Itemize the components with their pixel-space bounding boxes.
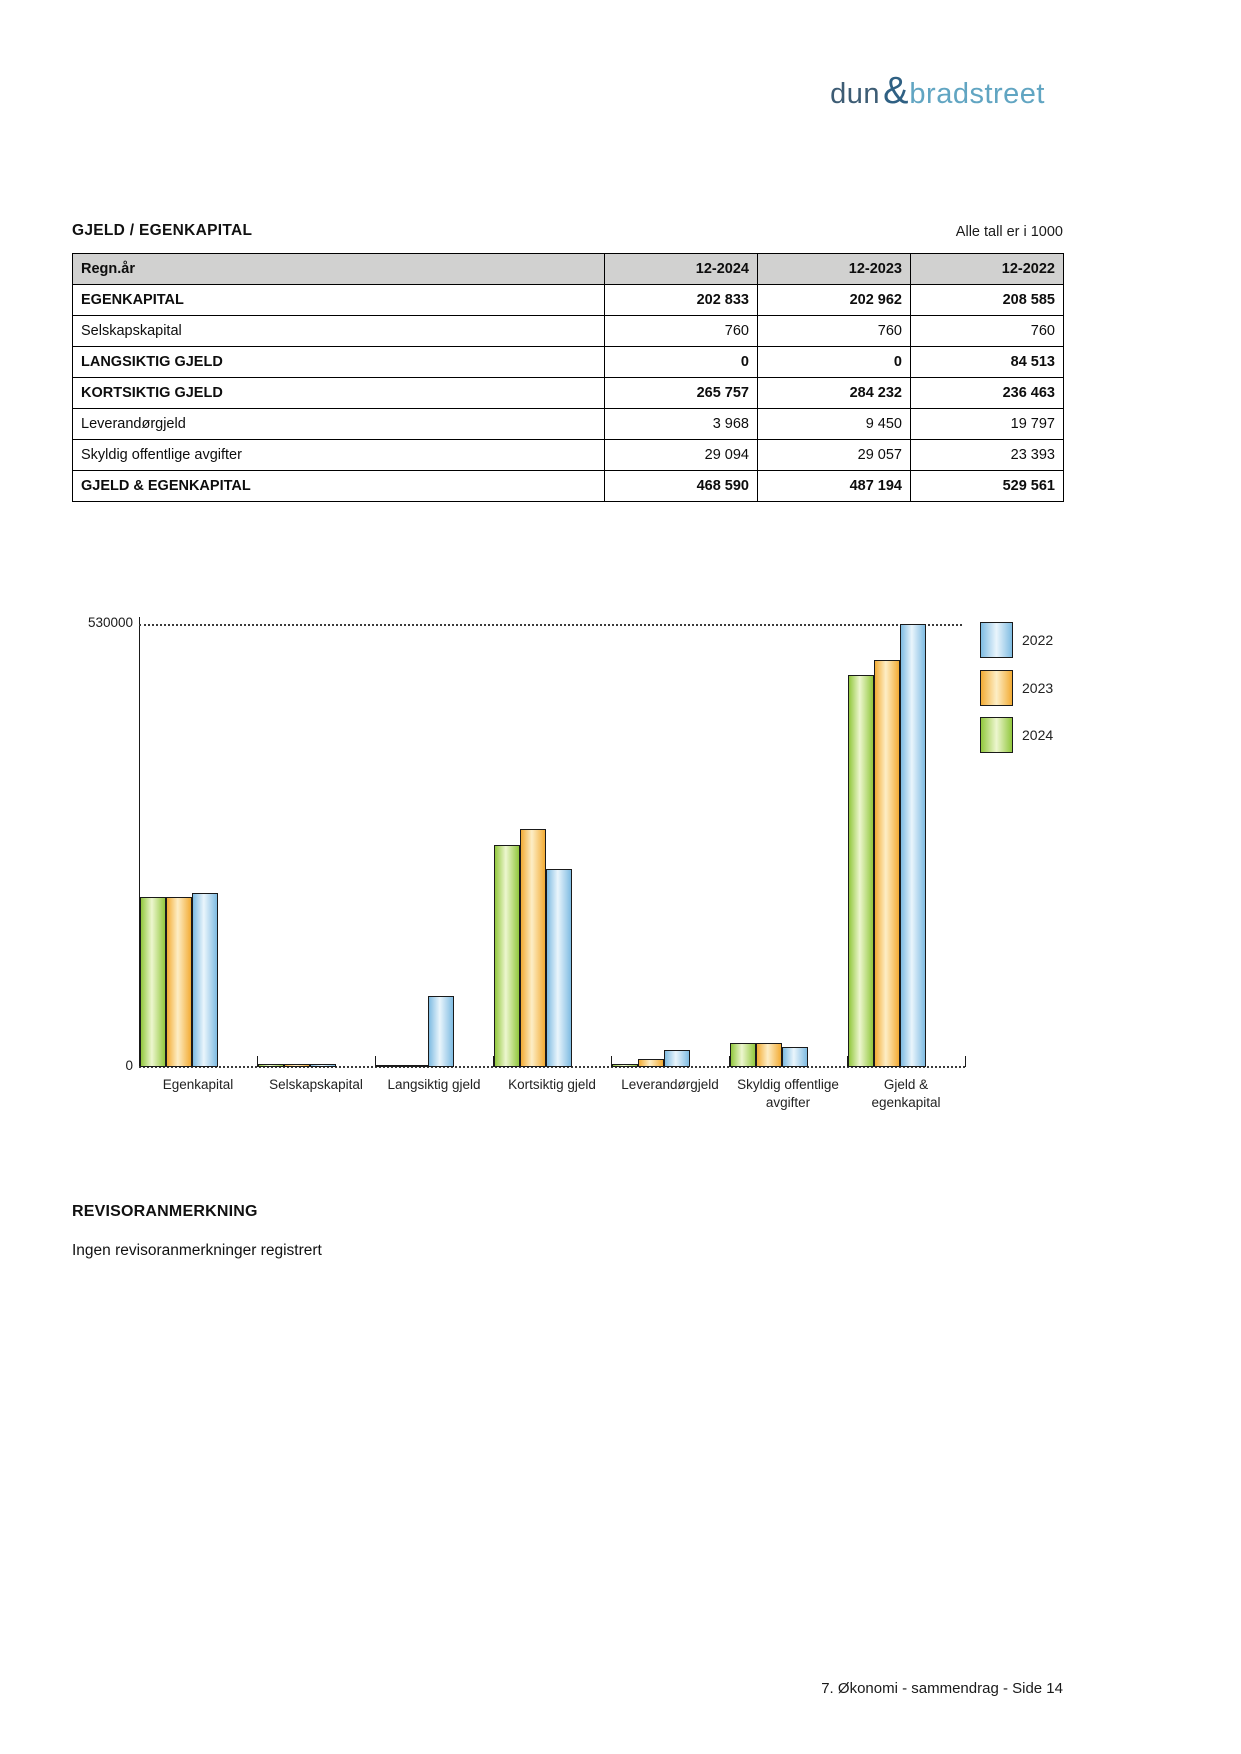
bar-2022	[428, 996, 454, 1067]
table-row	[73, 378, 1064, 409]
bar-2023	[520, 829, 546, 1067]
units-note: Alle tall er i 1000	[955, 224, 1063, 240]
bar-2023	[166, 897, 192, 1067]
category-label-line: avgifter	[765, 1094, 811, 1110]
table-cell-value: 3 968	[605, 409, 758, 440]
table-cell-value: 529 561	[911, 471, 1064, 502]
table-cell-value: 760	[911, 316, 1064, 347]
table-cell-value: 236 463	[911, 378, 1064, 409]
category-label-line: Leverandørgjeld	[621, 1077, 719, 1092]
y-axis-label: 0	[125, 1058, 133, 1073]
page-footer: 7. Økonomi - sammendrag - Side 14	[821, 1680, 1063, 1697]
table-cell-value: 0	[758, 347, 911, 378]
legend-swatch-2022	[980, 622, 1013, 658]
table-row	[73, 347, 1064, 378]
legend-swatch-2023	[980, 670, 1013, 706]
table-cell-value: 23 393	[911, 440, 1064, 471]
table-row	[73, 471, 1064, 502]
category-label-line: egenkapital	[871, 1094, 941, 1110]
table-cell-label: GJELD & EGENKAPITAL	[73, 471, 605, 502]
bar-2023	[638, 1059, 664, 1067]
revisor-title: REVISORANMERKNING	[72, 1203, 258, 1220]
legend-swatch-2024	[980, 717, 1013, 753]
table-cell-value: 265 757	[605, 378, 758, 409]
table-header-cell: 12-2024	[605, 254, 758, 285]
table-cell-value: 202 962	[758, 285, 911, 316]
legend-label: 2024	[1022, 727, 1054, 743]
logo-text-dun: dun	[830, 78, 881, 110]
legend-label: 2022	[1022, 632, 1054, 648]
table-cell-value: 29 094	[605, 440, 758, 471]
bar-2023	[756, 1043, 782, 1067]
table-cell-value: 84 513	[911, 347, 1064, 378]
bar-2023	[874, 660, 900, 1067]
table-cell-value: 487 194	[758, 471, 911, 502]
category-label-line: Kortsiktig gjeld	[508, 1077, 596, 1092]
table-header-row	[73, 254, 1064, 285]
logo-ampersand-icon: &	[883, 70, 909, 112]
legend-label: 2023	[1022, 679, 1054, 696]
table-header-cell: Regn.år	[73, 254, 605, 285]
bar-2022	[310, 1064, 336, 1067]
logo-text-bradstreet: bradstreet	[909, 78, 1045, 110]
table-cell-label: Skyldig offentlige avgifter	[73, 440, 605, 471]
bar-2023	[284, 1064, 310, 1067]
y-axis-label: 530000	[87, 615, 133, 630]
chart-axis-tick	[965, 1056, 966, 1067]
bar-2024	[258, 1064, 284, 1067]
section-title: GJELD / EGENKAPITAL	[72, 222, 253, 239]
bar-2022	[900, 624, 926, 1067]
table-cell-value: 202 833	[605, 285, 758, 316]
table-cell-value: 9 450	[758, 409, 911, 440]
table-cell-value: 0	[605, 347, 758, 378]
dnb-logo	[830, 72, 1045, 111]
bar-2024	[730, 1043, 756, 1067]
category-label-line: Skyldig offentlige	[737, 1077, 839, 1092]
table-row	[73, 440, 1064, 471]
bar-2024-zero	[376, 1065, 402, 1067]
revisor-text: Ingen revisoranmerkninger registrert	[72, 1242, 322, 1259]
category-label-line: Egenkapital	[162, 1077, 234, 1092]
table-cell-label: LANGSIKTIG GJELD	[73, 347, 605, 378]
table-cell-value: 468 590	[605, 471, 758, 502]
table-cell-value: 284 232	[758, 378, 911, 409]
category-label-line: Selskapskapital	[269, 1077, 363, 1092]
category-label	[831, 1076, 981, 1111]
bar-2022	[546, 869, 572, 1067]
financial-table	[72, 253, 1064, 502]
table-row	[73, 285, 1064, 316]
chart-gridline-ymax	[139, 624, 962, 626]
bar-2024	[140, 897, 166, 1067]
table-cell-value: 19 797	[911, 409, 1064, 440]
table-cell-label: KORTSIKTIG GJELD	[73, 378, 605, 409]
bar-2022	[782, 1047, 808, 1067]
table-header-cell: 12-2022	[911, 254, 1064, 285]
financial-table-container	[72, 253, 1064, 502]
category-label-line: Langsiktig gjeld	[387, 1077, 481, 1092]
table-cell-value: 29 057	[758, 440, 911, 471]
bar-2024	[848, 675, 874, 1067]
category-label-line: Gjeld &	[883, 1077, 929, 1092]
bar-2024	[612, 1064, 638, 1067]
table-row	[73, 316, 1064, 347]
table-cell-value: 208 585	[911, 285, 1064, 316]
table-cell-label: EGENKAPITAL	[73, 285, 605, 316]
table-cell-value: 760	[758, 316, 911, 347]
table-row	[73, 409, 1064, 440]
table-cell-label: Leverandørgjeld	[73, 409, 605, 440]
table-cell-value: 760	[605, 316, 758, 347]
table-header-cell: 12-2023	[758, 254, 911, 285]
bar-2022	[664, 1050, 690, 1067]
bar-2022	[192, 893, 218, 1067]
table-cell-label: Selskapskapital	[73, 316, 605, 347]
bar-2024	[494, 845, 520, 1067]
bar-2023-zero	[402, 1065, 428, 1067]
